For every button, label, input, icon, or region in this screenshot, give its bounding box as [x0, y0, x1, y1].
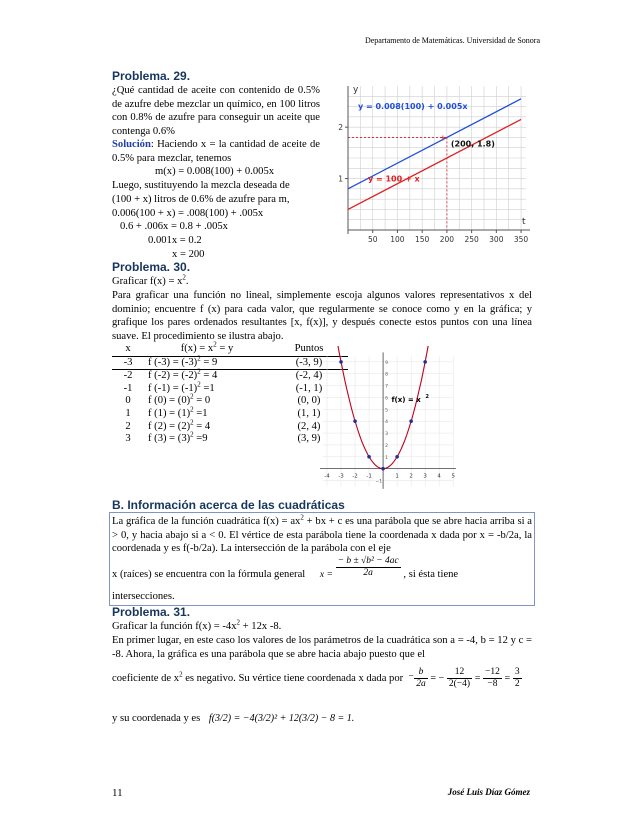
equation-mx: m(x) = 0.008(100) + 0.005x	[155, 166, 275, 177]
cell-x: 2	[125, 420, 131, 432]
cell-fx-value: = 9	[200, 356, 218, 368]
x-tick-label: -2	[352, 473, 358, 480]
cell-fx-expr: f (1) = (1)	[148, 407, 191, 419]
header-fx-y: = y	[216, 343, 234, 354]
table-row	[112, 383, 348, 396]
table-row	[112, 370, 348, 383]
cell-fx-exp: 2	[190, 392, 194, 401]
cell-x: -3	[112, 356, 144, 370]
header-fx-text: f(x) = x	[180, 343, 214, 354]
table-body	[112, 356, 348, 446]
fraction-1-den: 2a	[416, 679, 426, 689]
problem-29-statement: ¿Qué cantidad de aceite con contenido de 0.5% de azufre debe mezclar un químico, en 100 litros con 0.8% de azufre para conseguir un aceite que contenga 0.6%	[112, 85, 320, 137]
y-axis-label: y	[353, 85, 359, 95]
cell-x: 1	[125, 407, 131, 419]
quadratic-formula	[336, 556, 401, 579]
cell-fx-exp: 2	[190, 405, 194, 414]
vertex-fraction-3	[483, 667, 502, 690]
problem-31-line3b: es negativo. Su vértice tiene coordenada x dada por	[182, 672, 404, 684]
fraction-4-den: 2	[514, 679, 520, 689]
cell-fx	[144, 367, 270, 383]
series-1-label: y = 0.008(100) + 0.005x	[358, 102, 468, 112]
cell-fx-expr: f (-2) = (-2)	[148, 370, 198, 382]
problem-30-line1	[112, 275, 189, 289]
cell-fx	[144, 392, 270, 408]
page-header: Departamento de Matemáticas. Universidad de Sonora	[364, 36, 540, 45]
table-row	[112, 395, 348, 408]
cell-fx	[144, 418, 270, 434]
cell-fx-expr: f (2) = (2)	[148, 420, 191, 432]
cell-fx	[144, 356, 270, 370]
cell-fx-exp: 2	[190, 430, 194, 439]
y-tick-label: 3	[385, 432, 388, 438]
problem-31-line3: coeficiente de $x^2$ es negativo. Su vértice tiene coordenada x dada por − $\frac{b}{2a}$ = − $\frac{12}{2(-4)}$ = $\frac{-12}{-8}$ = $\frac{3}{2}$	[112, 667, 520, 689]
cell-fx-value: =9	[193, 433, 208, 445]
table-row	[112, 356, 348, 370]
problem-29-text	[112, 84, 320, 166]
header-x: x	[112, 343, 144, 356]
x-tick-label: 5	[451, 473, 455, 480]
problem-29-line6: 0.001x = 0.2	[148, 235, 202, 246]
problem-30-line1-end: .	[185, 276, 189, 287]
cell-fx-exp: 2	[190, 418, 194, 427]
quadratics-line1a: La gráfica de la función cuadrática f(x) = ax	[112, 516, 301, 527]
x-axis-label: t	[522, 217, 526, 227]
solution-label: Solución	[112, 139, 151, 151]
problem-31-exp: 2	[236, 618, 241, 627]
quadratics-exp: 2	[300, 513, 304, 522]
formula-lhs: x =	[319, 570, 333, 580]
y-tick-label: 9	[385, 360, 388, 366]
cell-point: (-3, 9)	[270, 356, 348, 370]
vertex-fraction-4	[513, 667, 522, 690]
y-tick-label: 8	[385, 372, 388, 378]
problem-29-line7: x = 200	[172, 249, 205, 260]
x-tick-label: 300	[489, 235, 504, 244]
cell-fx-expr: f (-1) = (-1)	[148, 382, 198, 394]
vertex-fraction-2	[447, 667, 472, 690]
problem-30-line1-text: Graficar f(x) = x	[112, 276, 183, 287]
cell-x: 0	[125, 395, 131, 407]
header-fx-exp: 2	[213, 340, 217, 349]
author-name: José Luis Díaz Gómez	[447, 787, 530, 797]
problem-31-line2: En primer lugar, en este caso los valores de los parámetros de la cuadrática son a = -4, b = 12 y c = -8. Ahora, la gráfica es una parábola que se abre hacia abajo puesto que el	[112, 635, 532, 660]
y-tick-label: −1	[375, 479, 383, 485]
y-tick-label: 6	[385, 396, 388, 402]
cell-point: (3, 9)	[297, 433, 321, 445]
problem-31-line4	[112, 712, 354, 726]
cell-fx-exp: 2	[197, 367, 201, 376]
x-tick-label: 100	[390, 235, 405, 244]
table-row	[112, 421, 348, 434]
chart-title-exp: 2	[425, 394, 429, 401]
series-2-label: y = 100 + x	[368, 174, 420, 184]
y-tick-label: 4	[385, 420, 388, 426]
data-point	[395, 455, 399, 459]
cell-fx-value: =1	[193, 407, 208, 419]
fraction-2-den: 2(−4)	[448, 679, 471, 689]
problem-29-line5: 0.6 + .006x = 0.8 + .005x	[120, 221, 228, 232]
data-point	[423, 360, 427, 364]
problem-31-line3-exp: 2	[179, 670, 183, 679]
cell-x: -1	[123, 382, 133, 394]
cell-point: (0, 0)	[297, 395, 321, 407]
data-point	[381, 467, 385, 471]
formula-denominator: 2a	[363, 568, 373, 579]
cell-fx-exp: 2	[197, 380, 201, 389]
x-tick-label: -1	[366, 473, 372, 480]
fraction-3-den: −8	[487, 679, 498, 689]
cell-fx-value: = 4	[200, 370, 218, 382]
y-tick-label: 7	[385, 384, 388, 390]
quadratics-info-text	[112, 515, 532, 556]
x-tick-label: -3	[338, 473, 344, 480]
problem-31-title: Problema. 31.	[112, 605, 191, 619]
intersection-label: (200, 1.8)	[450, 139, 495, 149]
header-puntos: Puntos	[270, 343, 348, 356]
data-point	[353, 419, 357, 423]
cell-fx-value: = 4	[193, 420, 211, 432]
x-tick-label: 2	[409, 473, 413, 480]
fraction-2-num: 12	[447, 667, 472, 679]
problem-29-line2: Luego, sustituyendo la mezcla deseada de	[112, 180, 290, 191]
x-tick-label: 200	[439, 235, 455, 244]
formula-line	[112, 556, 532, 583]
quadratics-line1b: + bx + c es una parábola que se abre hacia arriba si a > 0, y hacia abajo si a < 0. El vértice de esta parábola tiene la coordenada x dada por x = -b/2a, la coordenada y es f(-b/2a). La intersección de la parábola con el eje	[112, 516, 533, 555]
intersections-word: intersecciones.	[112, 591, 175, 602]
table-row	[112, 408, 348, 421]
problem-30-exp: 2	[182, 273, 186, 282]
cell-fx-value: = 0	[193, 395, 211, 407]
cell-fx	[144, 430, 270, 446]
solution-text: : Haciendo x = la cantidad de aceite de 0.5% para mezclar, tenemos	[112, 139, 320, 164]
data-point	[409, 419, 413, 423]
page-number: 11	[112, 787, 123, 799]
cell-point: (-2, 4)	[295, 370, 323, 382]
x-tick-label: 250	[464, 235, 479, 244]
fraction-3-num: −12	[485, 667, 500, 677]
intersection-point: +	[439, 132, 447, 145]
x-tick-label: 350	[513, 235, 529, 244]
mixture-line-chart	[330, 80, 532, 260]
formula-suffix: , si ésta tiene	[403, 569, 459, 580]
cell-fx-exp: 2	[197, 354, 201, 363]
header-fx	[144, 340, 270, 356]
cell-fx	[144, 405, 270, 421]
y-tick-label: 2	[385, 443, 388, 449]
section-b-title: B. Información acerca de las cuadráticas	[112, 498, 345, 512]
fraction-1-num: b	[414, 667, 428, 679]
vertex-y-expression: f(3/2) = −4(3/2)² + 12(3/2) − 8 = 1.	[208, 713, 355, 724]
vertex-fraction-1: − $\frac{b}{2a}$	[407, 667, 426, 689]
x-tick-label: 1	[395, 473, 399, 480]
problem-31-line4a: y su coordenada y es	[112, 713, 201, 724]
problem-31-line3a: coeficiente de x	[112, 672, 180, 684]
fraction-4-num: 3	[514, 667, 520, 677]
formula-numerator: − b ± √b² − 4ac	[337, 556, 399, 567]
x-tick-label: 150	[415, 235, 430, 244]
cell-fx	[144, 380, 270, 396]
cell-x: -2	[123, 370, 133, 382]
y-tick-label: 5	[385, 408, 388, 414]
cell-fx-value: =1	[200, 382, 215, 394]
data-point	[339, 360, 343, 364]
x-tick-label: 50	[367, 235, 378, 244]
cell-point: (1, 1)	[297, 407, 321, 419]
problem-30-paragraph: Para graficar una función no lineal, simplemente escoja algunos valores representativos x del dominio; encuentre f (x) para cada valor, que regularmente se conoce como y en la gráfica; y grafique los pares ordenados resultantes [x, f(x)], y después conecte estos puntos con una línea suave. El procedimiento se ilustra abajo.	[112, 290, 532, 342]
values-table	[112, 340, 348, 446]
problem-31-line1a: Graficar la función f(x) = -4x	[112, 621, 237, 632]
problem-29-title: Problema. 29.	[112, 69, 191, 83]
problem-30-title: Problema. 30.	[112, 260, 191, 274]
cell-fx-expr: f (-3) = (-3)	[148, 356, 198, 368]
table-header-row	[112, 343, 348, 356]
cell-point: (-1, 1)	[295, 382, 323, 394]
x-tick-label: 4	[437, 473, 441, 480]
formula-intro: x (raíces) se encuentra con la fórmula general	[112, 569, 306, 580]
problem-31-line1b: + 12x -8.	[240, 621, 282, 632]
x-tick-label: -4	[324, 473, 330, 480]
cell-x: 3	[125, 433, 131, 445]
problem-29-line4: 0.006(100 + x) = .008(100) + .005x	[112, 208, 264, 219]
problem-29-line3: (100 + x) litros de 0.6% de azufre para m,	[112, 194, 290, 205]
problem-31-line1	[112, 620, 281, 634]
cell-fx-expr: f (0) = (0)	[148, 395, 191, 407]
y-tick-label: 1	[385, 455, 388, 461]
cell-fx-expr: f (3) = (3)	[148, 433, 191, 445]
chart-title: f(x) = x	[391, 396, 421, 405]
y-tick-label: 1	[338, 174, 343, 184]
table-row	[112, 433, 348, 446]
x-tick-label: 3	[423, 473, 427, 480]
cell-point: (2, 4)	[297, 420, 321, 432]
y-tick-label: 2	[338, 123, 343, 133]
data-point	[367, 455, 371, 459]
parabola-chart	[314, 346, 460, 498]
